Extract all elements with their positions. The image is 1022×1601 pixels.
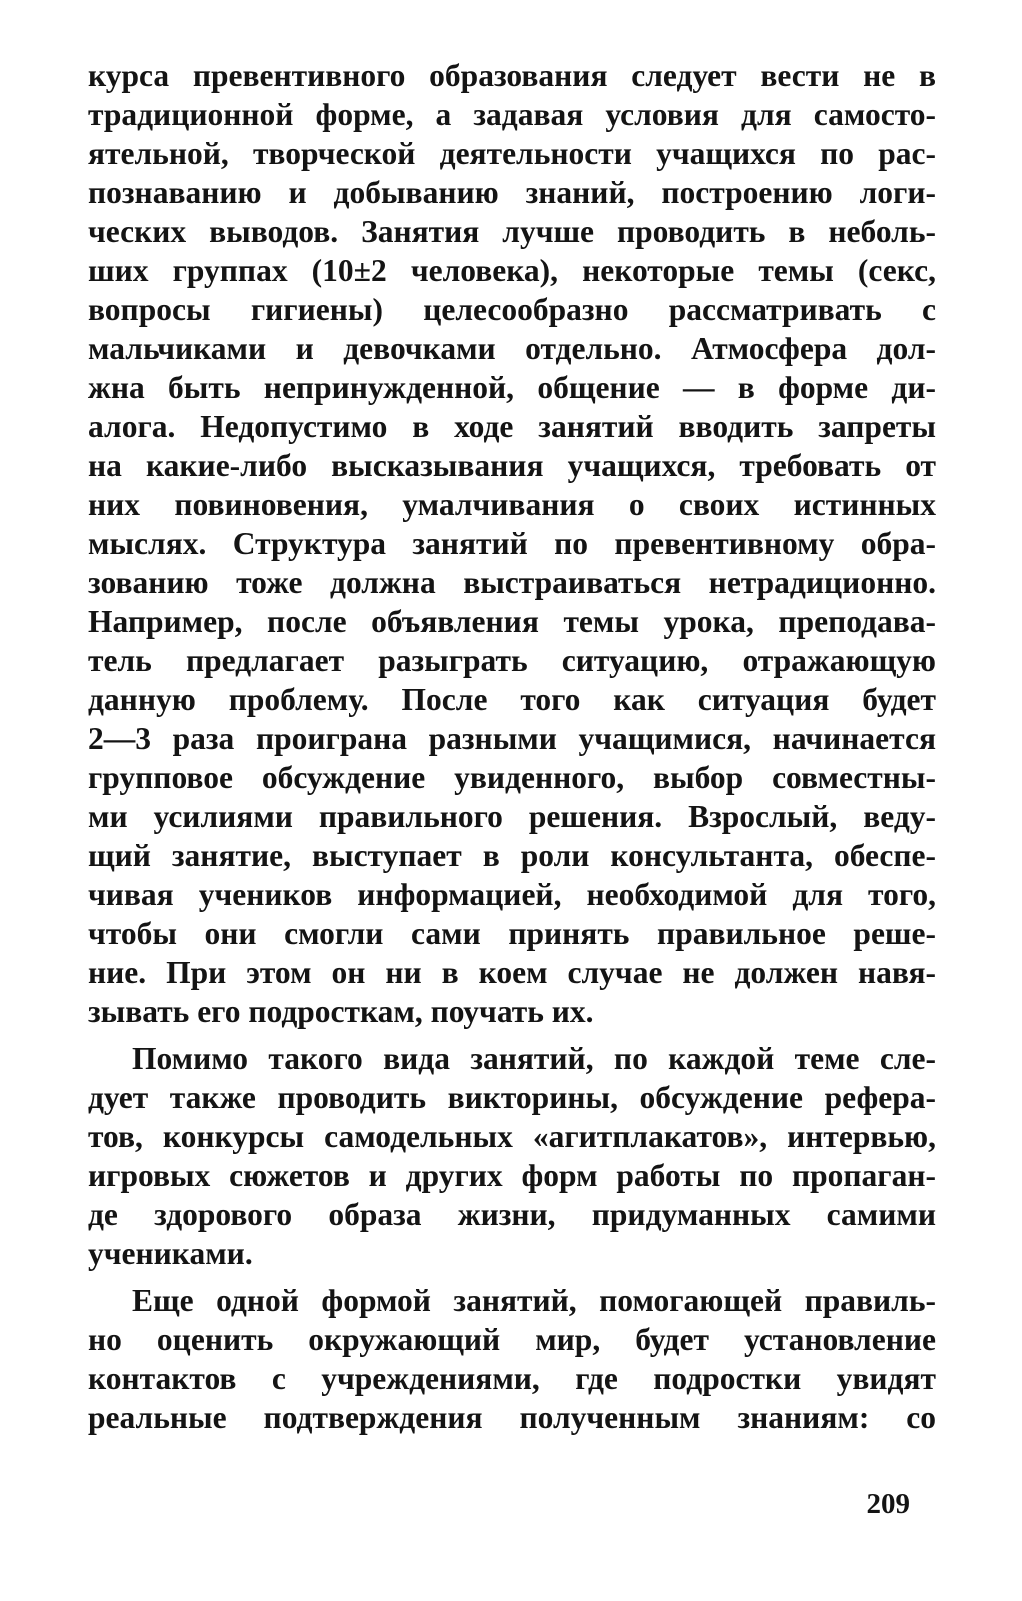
text-line: курса превентивного образования следует вести не в xyxy=(88,58,936,93)
text-line: чивая учеников информацией, необходимой для того, xyxy=(88,877,936,912)
text-line: реальные подтверждения полученным знаниям: со xyxy=(88,1400,936,1435)
text-line: учениками. xyxy=(88,1236,253,1271)
page-number: 209 xyxy=(866,1488,910,1520)
paragraph-1 xyxy=(88,56,936,1031)
text-line: ние. При этом он ни в коем случае не должен навя- xyxy=(88,955,936,990)
paragraph-2 xyxy=(88,1039,936,1273)
text-line: тель предлагает разыграть ситуацию, отражающую xyxy=(88,643,936,678)
text-line: де здорового образа жизни, придуманных самими xyxy=(88,1197,936,1232)
text-line: алога. Недопустимо в ходе занятий вводить запреты xyxy=(88,409,936,444)
text-line: щий занятие, выступает в роли консультанта, обеспе- xyxy=(88,838,936,873)
text-line: игровых сюжетов и других форм работы по пропаган- xyxy=(88,1158,936,1193)
text-line: жна быть непринужденной, общение — в форме ди- xyxy=(88,370,936,405)
text-line: тов, конкурсы самодельных «агитплакатов», интервью, xyxy=(88,1119,936,1154)
text-line: ми усилиями правильного решения. Взрослый, веду- xyxy=(88,799,936,834)
text-line: зованию тоже должна выстраиваться нетрадиционно. xyxy=(88,565,936,600)
text-line: Еще одной формой занятий, помогающей правиль- xyxy=(132,1283,936,1318)
text-line: мальчиками и девочками отдельно. Атмосфера дол- xyxy=(88,331,936,366)
text-line: Например, после объявления темы урока, преподава- xyxy=(88,604,936,639)
paragraph-3 xyxy=(88,1281,936,1437)
text-line: познаванию и добыванию знаний, построению логи- xyxy=(88,175,936,210)
text-line: них повиновения, умалчивания о своих истинных xyxy=(88,487,936,522)
text-line: 2—3 раза проиграна разными учащимися, начинается xyxy=(88,721,936,756)
text-line: контактов с учреждениями, где подростки увидят xyxy=(88,1361,936,1396)
text-line: дует также проводить викторины, обсуждение рефера- xyxy=(88,1080,936,1115)
text-line: данную проблему. После того как ситуация будет xyxy=(88,682,936,717)
text-line: групповое обсуждение увиденного, выбор совместны- xyxy=(88,760,936,795)
text-line: Помимо такого вида занятий, по каждой теме сле- xyxy=(132,1041,936,1076)
text-line: ших группах (10±2 человека), некоторые темы (секс, xyxy=(88,253,936,288)
text-line: на какие-либо высказывания учащихся, требовать от xyxy=(88,448,936,483)
text-line: традиционной форме, а задавая условия для самосто- xyxy=(88,97,936,132)
body-text xyxy=(88,56,936,1437)
text-line: чтобы они смогли сами принять правильное реше- xyxy=(88,916,936,951)
text-line: мыслях. Структура занятий по превентивному обра- xyxy=(88,526,936,561)
text-line: но оценить окружающий мир, будет установление xyxy=(88,1322,936,1357)
text-line: зывать его подросткам, поучать их. xyxy=(88,994,594,1029)
text-line: ческих выводов. Занятия лучше проводить в неболь- xyxy=(88,214,936,249)
text-line: ятельной, творческой деятельности учащихся по рас- xyxy=(88,136,936,171)
text-line: вопросы гигиены) целесообразно рассматривать с xyxy=(88,292,936,327)
